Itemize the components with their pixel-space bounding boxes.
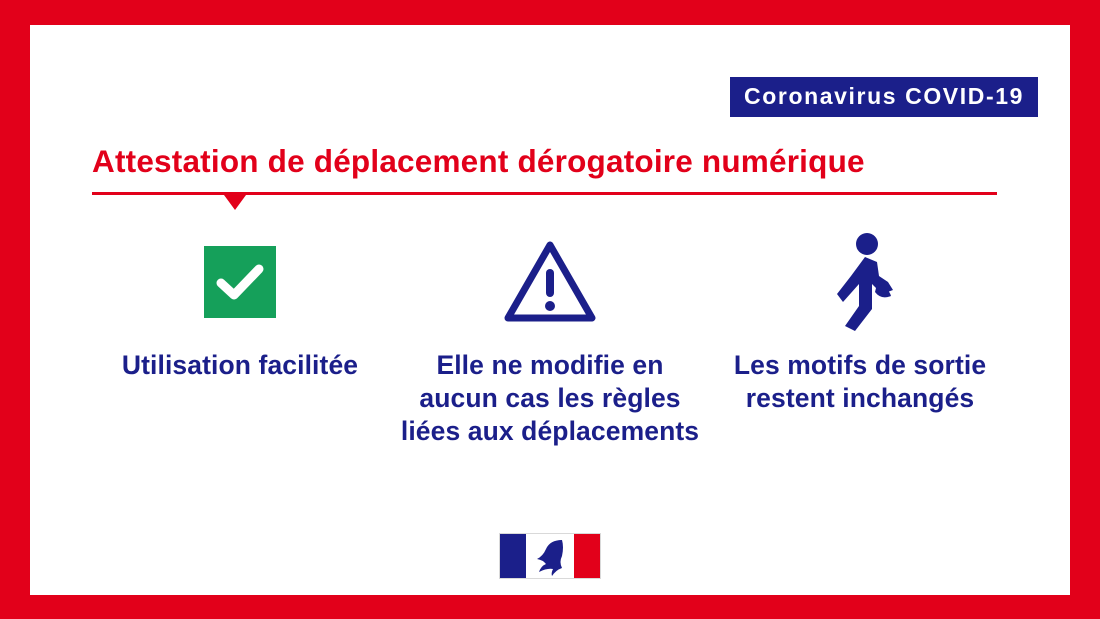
logo-marianne-face: [526, 534, 574, 578]
feature-text: Elle ne modifie en aucun cas les règles liées aux déplacements: [400, 349, 700, 447]
title-block: [30, 117, 1070, 195]
badge-row: [30, 25, 1070, 117]
feature-text: Les motifs de sortie restent inchangés: [733, 349, 987, 413]
walking-person-icon: [815, 232, 905, 332]
feature-column: [710, 229, 1010, 416]
feature-text: Utilisation facilitée: [121, 349, 359, 380]
feature-columns: [30, 195, 1070, 533]
icon-container: [204, 229, 276, 335]
french-republic-marianne-logo: [499, 533, 601, 579]
icon-container: [502, 229, 598, 335]
logo-red-stripe: [574, 534, 600, 578]
page-title: Attestation de déplacement dérogatoire numérique: [92, 142, 865, 179]
status-badge: Coronavirus COVID-19: [730, 77, 1038, 117]
icon-container: [815, 229, 905, 335]
check-mark-icon: [204, 246, 276, 318]
warning-triangle-icon: [502, 239, 598, 325]
logo-blue-stripe: [500, 534, 526, 578]
feature-column: [90, 229, 390, 382]
title-underline: [92, 192, 997, 195]
footer: [30, 533, 1070, 595]
poster-card: [30, 25, 1070, 595]
feature-column: [400, 229, 700, 449]
